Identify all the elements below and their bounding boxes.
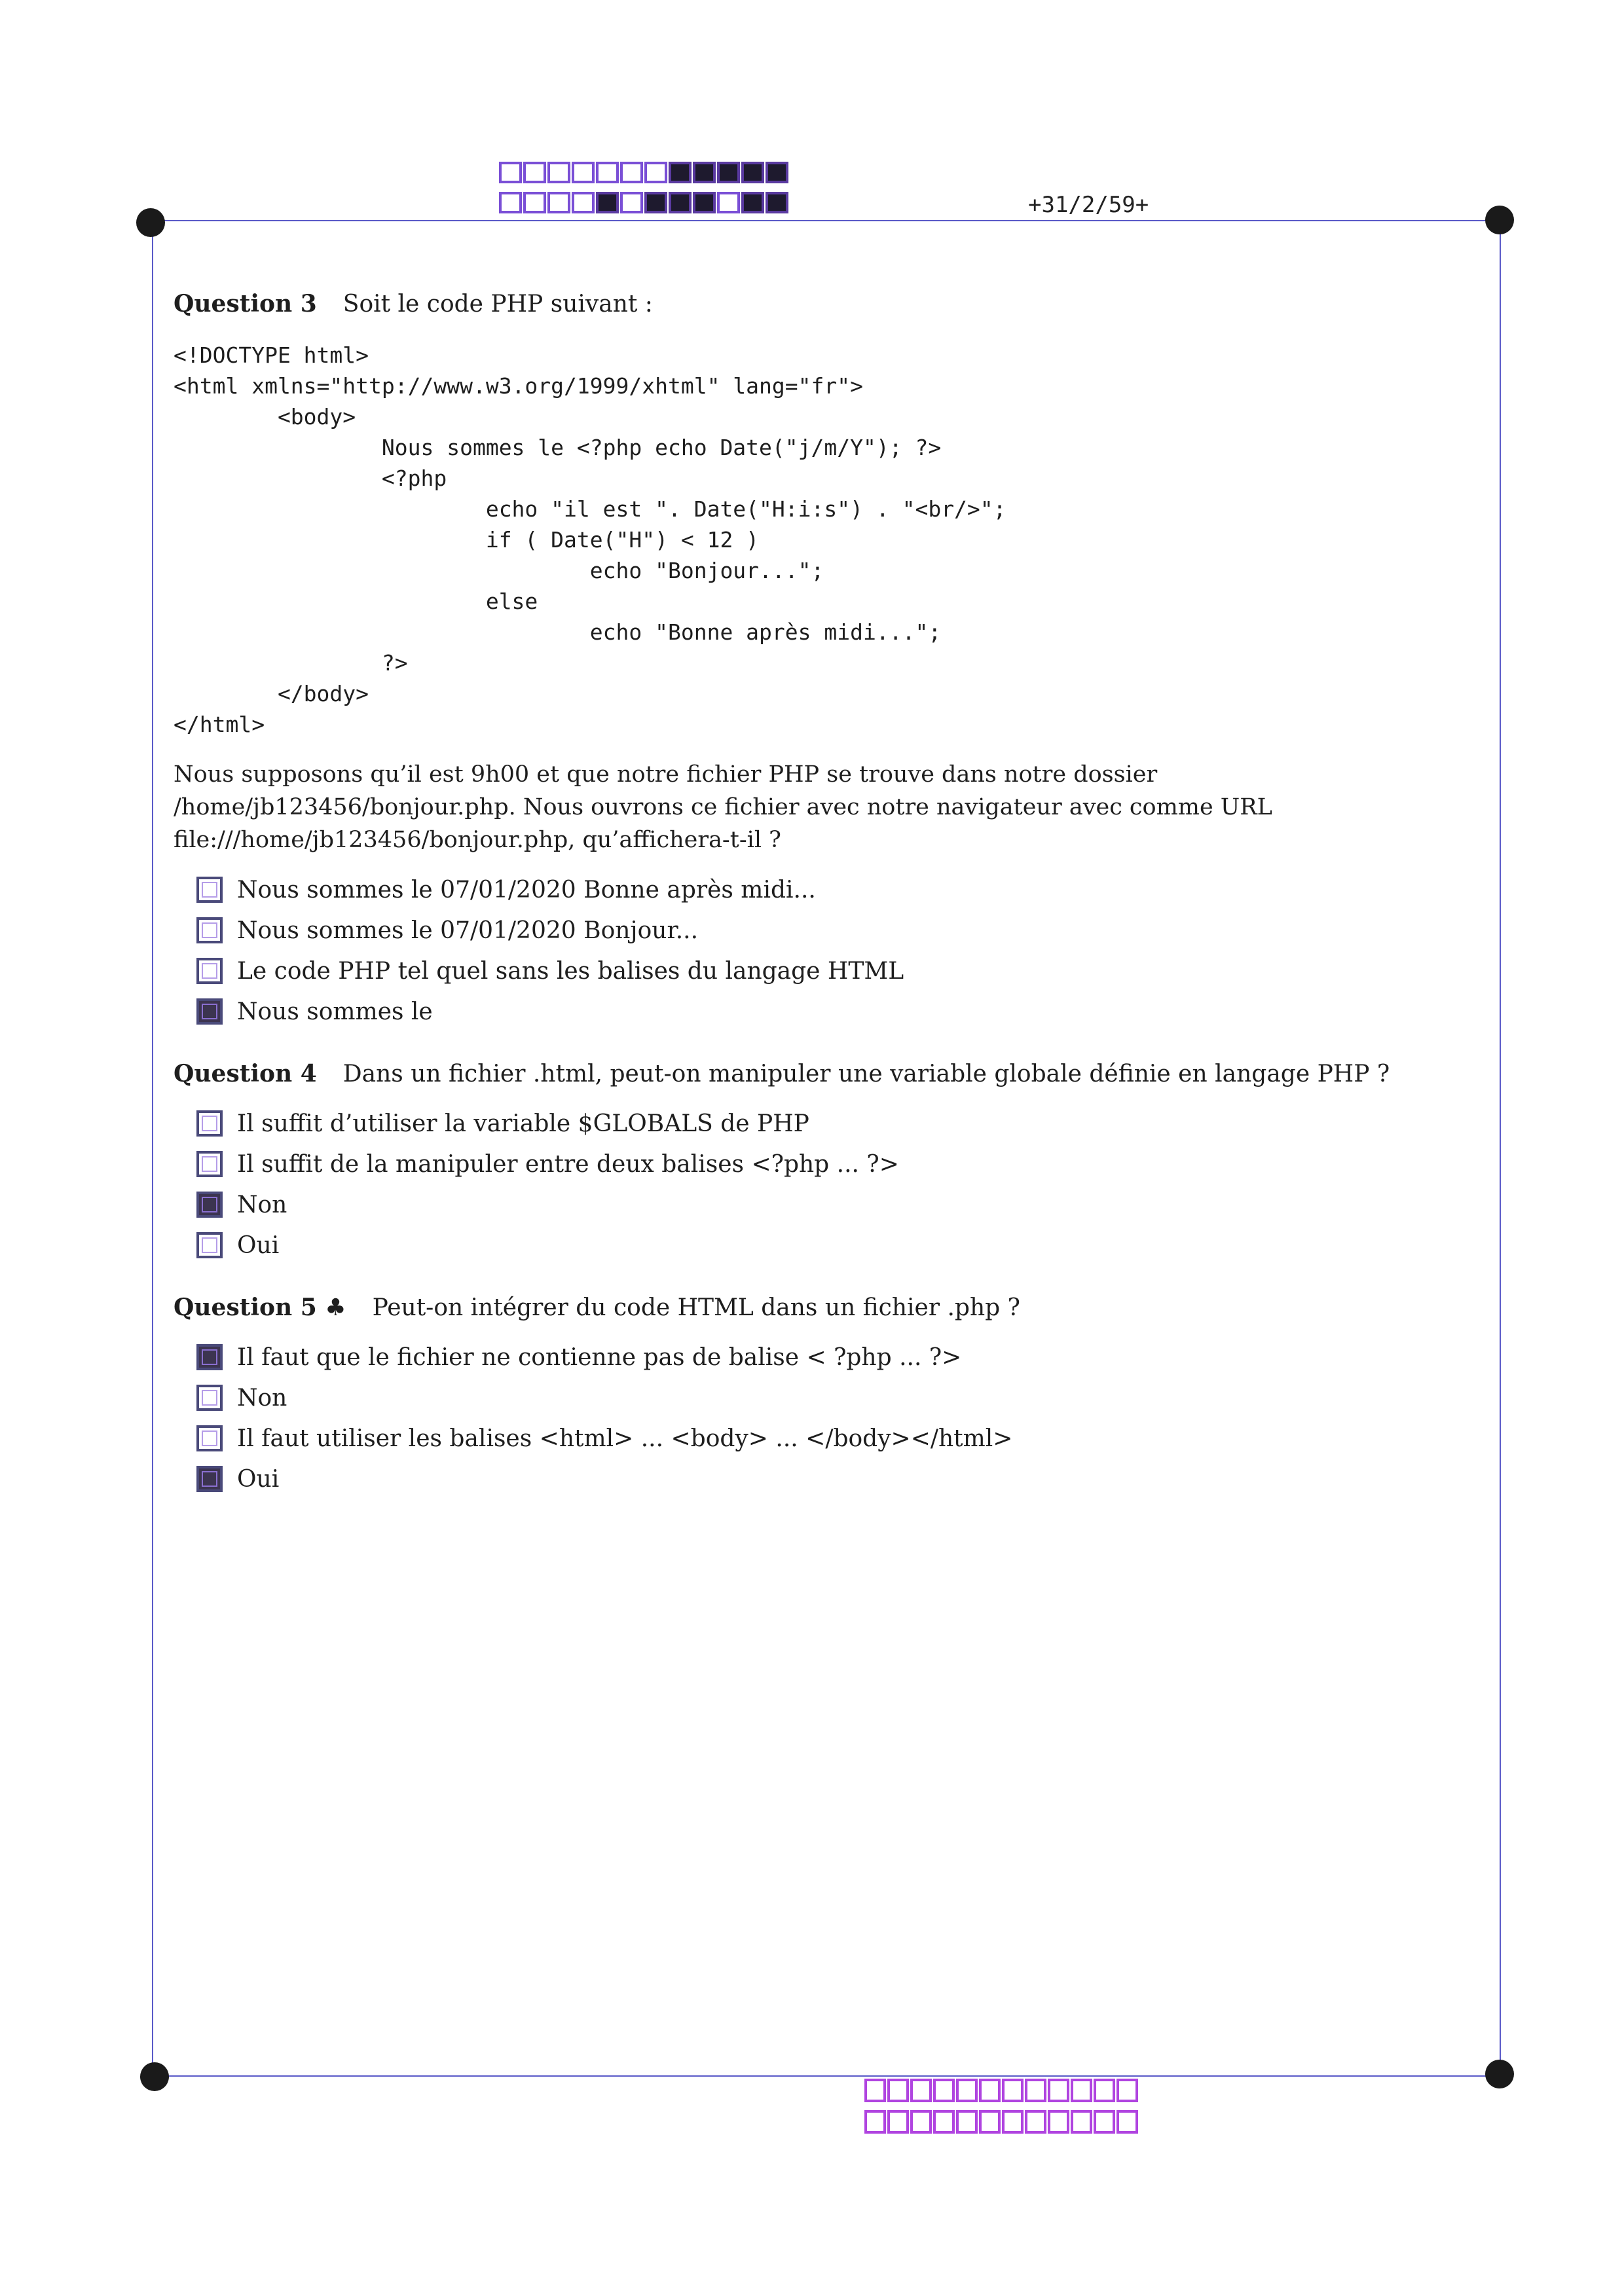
code-bit-box — [717, 192, 740, 213]
code-bit-box — [1116, 2079, 1138, 2102]
code-bit-box — [1071, 2079, 1092, 2102]
frame-right-line — [1500, 220, 1501, 2077]
question-5-header — [174, 1292, 1483, 1324]
option-text: Il faut utiliser les balises <html> ... <body> ... </body></html> — [237, 1425, 1013, 1452]
code-bit-box — [1025, 2110, 1046, 2134]
option-text: Non — [237, 1191, 287, 1218]
question-4-text: Dans un fichier .html, peut-on manipuler une variable globale définie en langage PHP ? — [342, 1061, 1390, 1087]
exam-content — [174, 288, 1483, 1499]
code-bit-box — [1071, 2110, 1092, 2134]
code-bit-box — [572, 192, 595, 213]
question-4-label: Question 4 — [174, 1060, 317, 1087]
answer-checkbox[interactable] — [196, 1425, 223, 1451]
frame-top-line — [151, 220, 1500, 221]
answer-checkbox[interactable] — [196, 1151, 223, 1177]
code-bit-box — [741, 192, 764, 213]
code-bit-box — [523, 162, 546, 183]
code-bit-box — [864, 2110, 886, 2134]
q4-option-4[interactable] — [174, 1225, 1483, 1266]
q4-option-2[interactable] — [174, 1144, 1483, 1184]
code-bit-box — [499, 192, 522, 213]
option-text: Non — [237, 1384, 287, 1412]
code-bit-box — [741, 162, 764, 183]
bottom-code-strip-1 — [864, 2079, 1139, 2102]
question-3-label: Question 3 — [174, 290, 317, 318]
code-bit-box — [887, 2079, 909, 2102]
corner-mark-bottom-left — [140, 2062, 169, 2091]
q3-option-1[interactable] — [174, 869, 1483, 910]
answer-checkbox[interactable] — [196, 877, 223, 903]
question-3-options — [174, 869, 1483, 1032]
php-code-block: <!DOCTYPE html> <html xmlns="http://www.w3.org/1999/xhtml" lang="fr"> <body> Nous sommes le <?php echo Date("j/m/Y"); ?> <?php echo "il est ". Date("H:i:s") . "<br/>"; if ( Date("H") < 12 ) echo "Bonjour..."; else echo "Bonne après midi..."; ?> </body> </html> — [174, 342, 1006, 737]
code-bit-box — [1002, 2079, 1024, 2102]
code-bit-box — [644, 192, 667, 213]
q5-option-3[interactable] — [174, 1418, 1483, 1459]
answer-checkbox[interactable] — [196, 1466, 223, 1492]
question-3-paragraph: Nous supposons qu’il est 9h00 et que notre fichier PHP se trouve dans notre dossier /home/jb123456/bonjour.php. Nous ouvrons ce fichier avec notre navigateur avec comme URL file:///home/jb123456/bonjour.php, qu’affichera-t-il ? — [174, 761, 1272, 853]
option-text: Nous sommes le 07/01/2020 Bonjour... — [237, 917, 699, 944]
answer-checkbox[interactable] — [196, 917, 223, 943]
code-bit-box — [910, 2079, 932, 2102]
question-4-options — [174, 1103, 1483, 1266]
option-text: Il faut que le fichier ne contienne pas de balise < ?php ... ?> — [237, 1343, 962, 1371]
option-text: Nous sommes le 07/01/2020 Bonne après midi... — [237, 876, 816, 903]
code-bit-box — [910, 2110, 932, 2134]
q5-option-1[interactable] — [174, 1337, 1483, 1377]
q5-option-2[interactable] — [174, 1377, 1483, 1418]
code-bit-box — [693, 192, 716, 213]
question-5-text: Peut-on intégrer du code HTML dans un fichier .php ? — [372, 1294, 1020, 1321]
code-bit-box — [620, 162, 643, 183]
question-3-header — [174, 288, 1483, 320]
code-bit-box — [547, 162, 570, 183]
code-bit-box — [572, 162, 595, 183]
code-bit-box — [596, 162, 619, 183]
answer-checkbox[interactable] — [196, 1385, 223, 1411]
code-bit-box — [547, 192, 570, 213]
option-text: Il suffit de la manipuler entre deux balises <?php ... ?> — [237, 1150, 899, 1178]
code-bit-box — [979, 2079, 1001, 2102]
code-bit-box — [933, 2110, 955, 2134]
answer-checkbox[interactable] — [196, 958, 223, 984]
q4-option-1[interactable] — [174, 1103, 1483, 1144]
code-bit-box — [766, 192, 788, 213]
question-5-options — [174, 1337, 1483, 1499]
code-bit-box — [1002, 2110, 1024, 2134]
frame-bottom-line — [151, 2075, 1500, 2077]
frame-left-line — [152, 220, 153, 2077]
answer-checkbox[interactable] — [196, 1232, 223, 1258]
q4-option-3[interactable] — [174, 1184, 1483, 1225]
top-code-strip-2 — [499, 192, 790, 213]
code-bit-box — [693, 162, 716, 183]
code-bit-box — [596, 192, 619, 213]
code-bit-box — [956, 2079, 978, 2102]
code-bit-box — [669, 162, 692, 183]
code-bit-box — [979, 2110, 1001, 2134]
corner-mark-bottom-right — [1485, 2060, 1514, 2088]
code-bit-box — [717, 162, 740, 183]
q3-option-4[interactable] — [174, 991, 1483, 1032]
code-bit-box — [644, 162, 667, 183]
q3-option-3[interactable] — [174, 951, 1483, 991]
code-bit-box — [933, 2079, 955, 2102]
code-bit-box — [1094, 2110, 1115, 2134]
code-bit-box — [956, 2110, 978, 2134]
code-bit-box — [1048, 2110, 1069, 2134]
corner-mark-top-left — [136, 208, 165, 237]
question-3-text: Soit le code PHP suivant : — [342, 291, 653, 318]
corner-mark-top-right — [1485, 206, 1514, 234]
answer-checkbox[interactable] — [196, 998, 223, 1025]
code-bit-box — [1048, 2079, 1069, 2102]
page-id-label: +31/2/59+ — [1028, 192, 1149, 218]
code-bit-box — [523, 192, 546, 213]
code-bit-box — [1094, 2079, 1115, 2102]
code-bit-box — [766, 162, 788, 183]
option-text: Nous sommes le — [237, 998, 433, 1025]
option-text: Oui — [237, 1465, 280, 1493]
code-bit-box — [1025, 2079, 1046, 2102]
code-bit-box — [620, 192, 643, 213]
option-text: Il suffit d’utiliser la variable $GLOBALS de PHP — [237, 1110, 809, 1137]
bottom-code-strip-2 — [864, 2110, 1139, 2134]
question-4-header — [174, 1058, 1483, 1090]
top-code-strip-1 — [499, 162, 790, 183]
code-bit-box — [1116, 2110, 1138, 2134]
answer-checkbox[interactable] — [196, 1192, 223, 1218]
question-5-label: Question 5 ♣ — [174, 1294, 346, 1321]
option-text: Le code PHP tel quel sans les balises du langage HTML — [237, 957, 904, 985]
answer-checkbox[interactable] — [196, 1344, 223, 1370]
code-bit-box — [669, 192, 692, 213]
q5-option-4[interactable] — [174, 1459, 1483, 1499]
q3-option-2[interactable] — [174, 910, 1483, 951]
answer-checkbox[interactable] — [196, 1110, 223, 1137]
code-bit-box — [499, 162, 522, 183]
code-bit-box — [887, 2110, 909, 2134]
option-text: Oui — [237, 1231, 280, 1259]
code-bit-box — [864, 2079, 886, 2102]
